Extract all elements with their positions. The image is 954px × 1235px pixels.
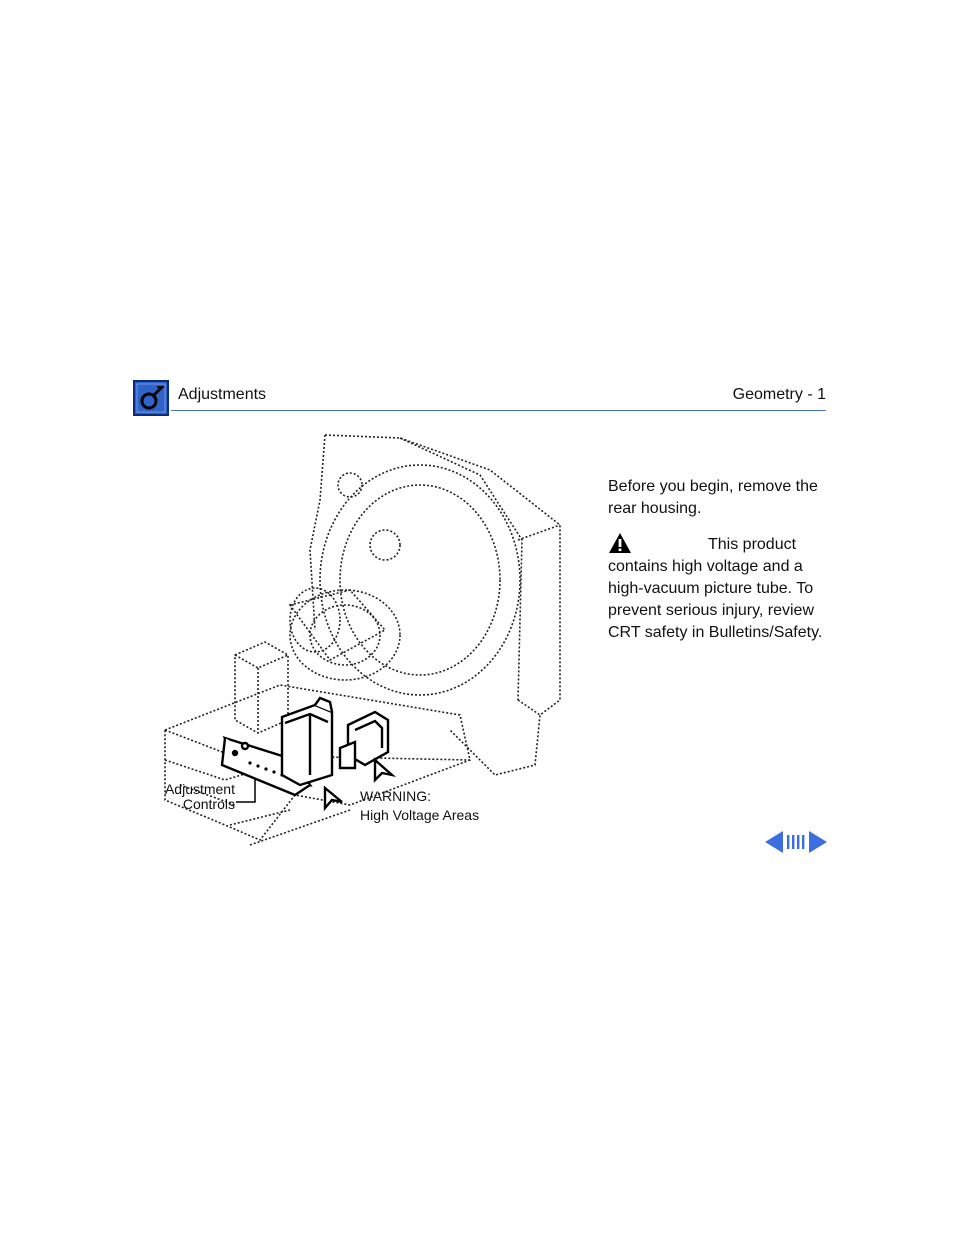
wrench-screwdriver-icon <box>133 380 169 416</box>
callout-line: WARNING: <box>360 788 432 804</box>
high-voltage-callout <box>360 787 479 825</box>
callout-line: Controls <box>182 796 235 812</box>
page-navigation[interactable] <box>765 830 827 854</box>
next-page-icon[interactable] <box>809 831 827 853</box>
warning-block <box>608 534 828 644</box>
callout-line: Adjustment <box>164 781 235 797</box>
page-header <box>133 380 826 412</box>
header-rule <box>171 410 826 411</box>
warning-first-line: This product <box>708 536 797 553</box>
page-id: Geometry - 1 <box>732 386 826 403</box>
instruction-paragraph: Before you begin, remove the rear housing. <box>608 478 818 517</box>
instructions <box>608 476 828 644</box>
page-index-icon[interactable] <box>787 835 804 849</box>
section-title: Adjustments <box>178 386 267 403</box>
warning-triangle-icon <box>608 532 632 554</box>
adjustment-controls-callout <box>150 782 235 812</box>
callout-line: High Voltage Areas <box>360 807 480 823</box>
warning-text: contains high voltage and a high-vacuum picture tube. To prevent serious injury, review CRT safety in Bulletins/Safety. <box>608 558 823 641</box>
previous-page-icon[interactable] <box>765 831 783 853</box>
